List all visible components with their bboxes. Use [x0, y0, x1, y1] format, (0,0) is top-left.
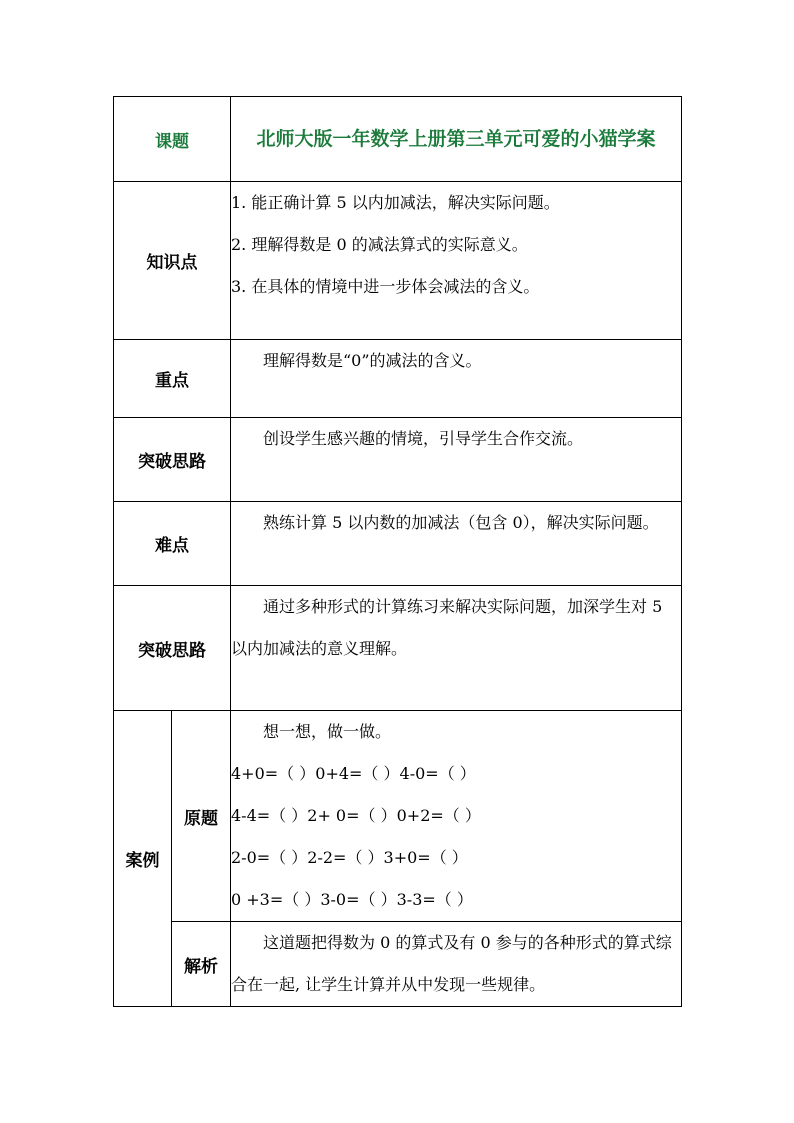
key-text: 理解得数是“0”的减法的含义。	[263, 351, 482, 370]
exercise-line: 4+0=（ ）0+4=（ ）4-0=（ ）	[231, 764, 476, 783]
breakthrough1-label: 突破思路	[114, 418, 231, 502]
lesson-plan-table	[113, 96, 682, 1007]
exercise-line: 4-4=（ ）2+ 0=（ ）0+2=（ ）	[231, 806, 481, 825]
breakthrough2-row	[114, 586, 682, 711]
breakthrough1-text: 创设学生感兴趣的情境，引导学生合作交流。	[263, 429, 584, 448]
difficulty-label: 难点	[114, 502, 231, 586]
title-row	[114, 97, 682, 182]
knowledge-item: 3. 在具体的情境中进一步体会减法的含义。	[231, 277, 540, 296]
knowledge-item: 2. 理解得数是 0 的减法算式的实际意义。	[231, 235, 528, 254]
analysis-row	[114, 922, 682, 1007]
key-row	[114, 340, 682, 418]
knowledge-item: 1. 能正确计算 5 以内加减法，解决实际问题。	[231, 193, 560, 212]
breakthrough2-text: 通过多种形式的计算练习来解决实际问题，加深学生对 5 以内加减法的意义理解。	[231, 597, 663, 658]
breakthrough1-row	[114, 418, 682, 502]
analysis-label: 解析	[172, 922, 231, 1007]
breakthrough2-label: 突破思路	[114, 586, 231, 711]
original-cell	[231, 711, 682, 922]
knowledge-label: 知识点	[114, 182, 231, 340]
difficulty-cell	[231, 502, 682, 586]
original-row	[114, 711, 682, 922]
key-cell	[231, 340, 682, 418]
difficulty-row	[114, 502, 682, 586]
breakthrough2-cell	[231, 586, 682, 711]
title-text: 北师大版一年数学上册第三单元可爱的小猫学案	[231, 97, 682, 182]
exercise-line: 0 +3=（ ）3-0=（ ）3-3=（ ）	[231, 890, 473, 909]
analysis-cell	[231, 922, 682, 1007]
original-label: 原题	[172, 711, 231, 922]
case-label: 案例	[114, 711, 172, 1007]
knowledge-list	[231, 182, 682, 340]
analysis-text: 这道题把得数为 0 的算式及有 0 参与的各种形式的算式综合在一起, 让学生计算并从中发现一些规律。	[231, 933, 672, 994]
original-intro: 想一想，做一做。	[263, 722, 392, 741]
key-label: 重点	[114, 340, 231, 418]
breakthrough1-cell	[231, 418, 682, 502]
knowledge-row	[114, 182, 682, 340]
title-label: 课题	[114, 97, 231, 182]
difficulty-text: 熟练计算 5 以内数的加减法（包含 0），解决实际问题。	[263, 513, 659, 532]
exercise-line: 2-0=（ ）2-2=（ ）3+0=（ ）	[231, 848, 468, 867]
